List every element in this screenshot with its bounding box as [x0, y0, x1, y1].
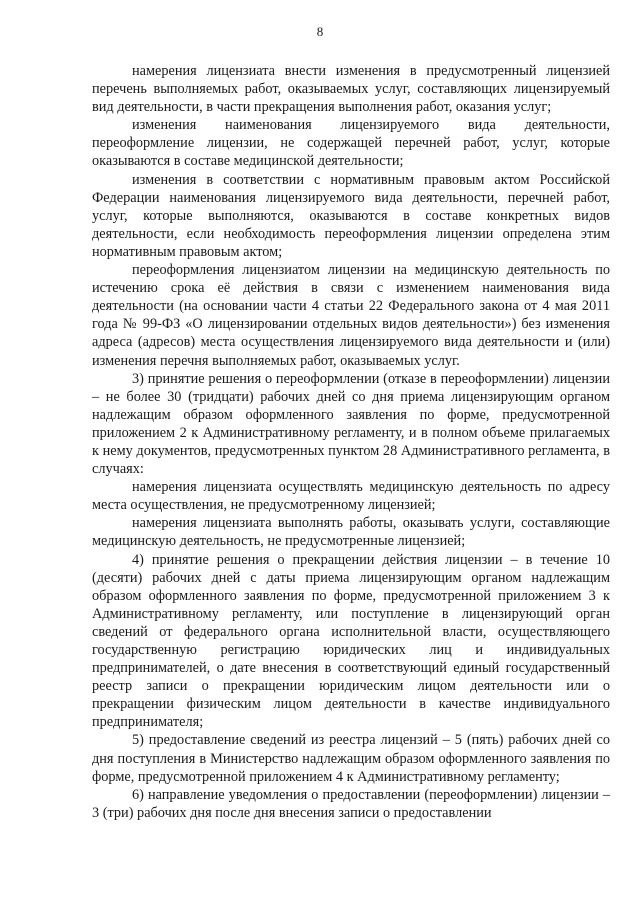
paragraph: намерения лицензиата выполнять работы, оказывать услуги, составляющие медицинскую деятельность, не предусмотренные лицензией;	[92, 515, 610, 550]
paragraph: намерения лицензиата внести изменения в предусмотренный лицензией перечень выполняемых работ, оказываемых услуг, составляющих лицензируемый вид деятельности, в части прекращения выполнения работ, оказания услуг;	[92, 63, 610, 116]
paragraph: 6) направление уведомления о предоставлении (переоформлении) лицензии – 3 (три) рабочих дня после дня внесения записи о предоставлении	[92, 786, 610, 821]
page-number: 8	[316, 24, 324, 39]
paragraph: 5) предоставление сведений из реестра лицензий – 5 (пять) рабочих дней со дня поступления в Министерство надлежащим образом оформленного заявления по форме, предусмотренной приложением 4 к Административному регламенту;	[92, 732, 610, 785]
paragraph: намерения лицензиата осуществлять медицинскую деятельность по адресу места осуществления, не предусмотренному лицензией;	[92, 479, 610, 514]
paragraph: изменения в соответствии с нормативным правовым актом Российской Федерации наименования лицензируемого вида деятельности, перечней работ, услуг, которые выполняются, оказываются в составе конкретных видов деятельности, если необходимость переоформления лицензии определена этим нормативным правовым актом;	[92, 171, 610, 260]
paragraph: изменения наименования лицензируемого вида деятельности, переоформление лицензии, не содержащей перечней работ, услуг, которые оказываются в составе медицинской деятельности;	[92, 117, 610, 170]
paragraph: переоформления лицензиатом лицензии на медицинскую деятельность по истечению срока её действия в связи с изменением наименования вида деятельности (на основании части 4 статьи 22 Федерального закона от 4 мая 2011 года № 99-ФЗ «О лицензировании отдельных видов деятельности») без изменения адреса (адресов) места осуществления лицензируемого вида деятельности и (или) изменения перечня выполняемых работ, оказываемых услуг.	[92, 262, 610, 369]
paragraph: 4) принятие решения о прекращении действия лицензии – в течение 10 (десяти) рабочих дней с даты приема лицензирующим органом надлежащим образом оформленного заявления по форме, предусмотренной приложением 3 к Административному регламенту, или поступление в лицензирующий орган сведений от федерального органа исполнительной власти, осуществляющего государственную регистрацию юридических лиц и индивидуальных предпринимателей, о дате внесения в соответствующий единый государственный реестр записи о прекращении юридическим лицом деятельности или о прекращении физическим лицом деятельности в качестве индивидуального предпринимателя;	[92, 551, 610, 731]
paragraph: 3) принятие решения о переоформлении (отказе в переоформлении) лицензии – не более 30 (тридцати) рабочих дней со дня приема лицензирующим органом надлежащим образом оформленного заявления по форме, предусмотренной приложением 2 к Административному регламенту, и в полном объеме прилагаемых к нему документов, предусмотренных пунктом 28 Административного регламента, в случаях:	[92, 370, 610, 478]
document-body	[92, 62, 610, 822]
